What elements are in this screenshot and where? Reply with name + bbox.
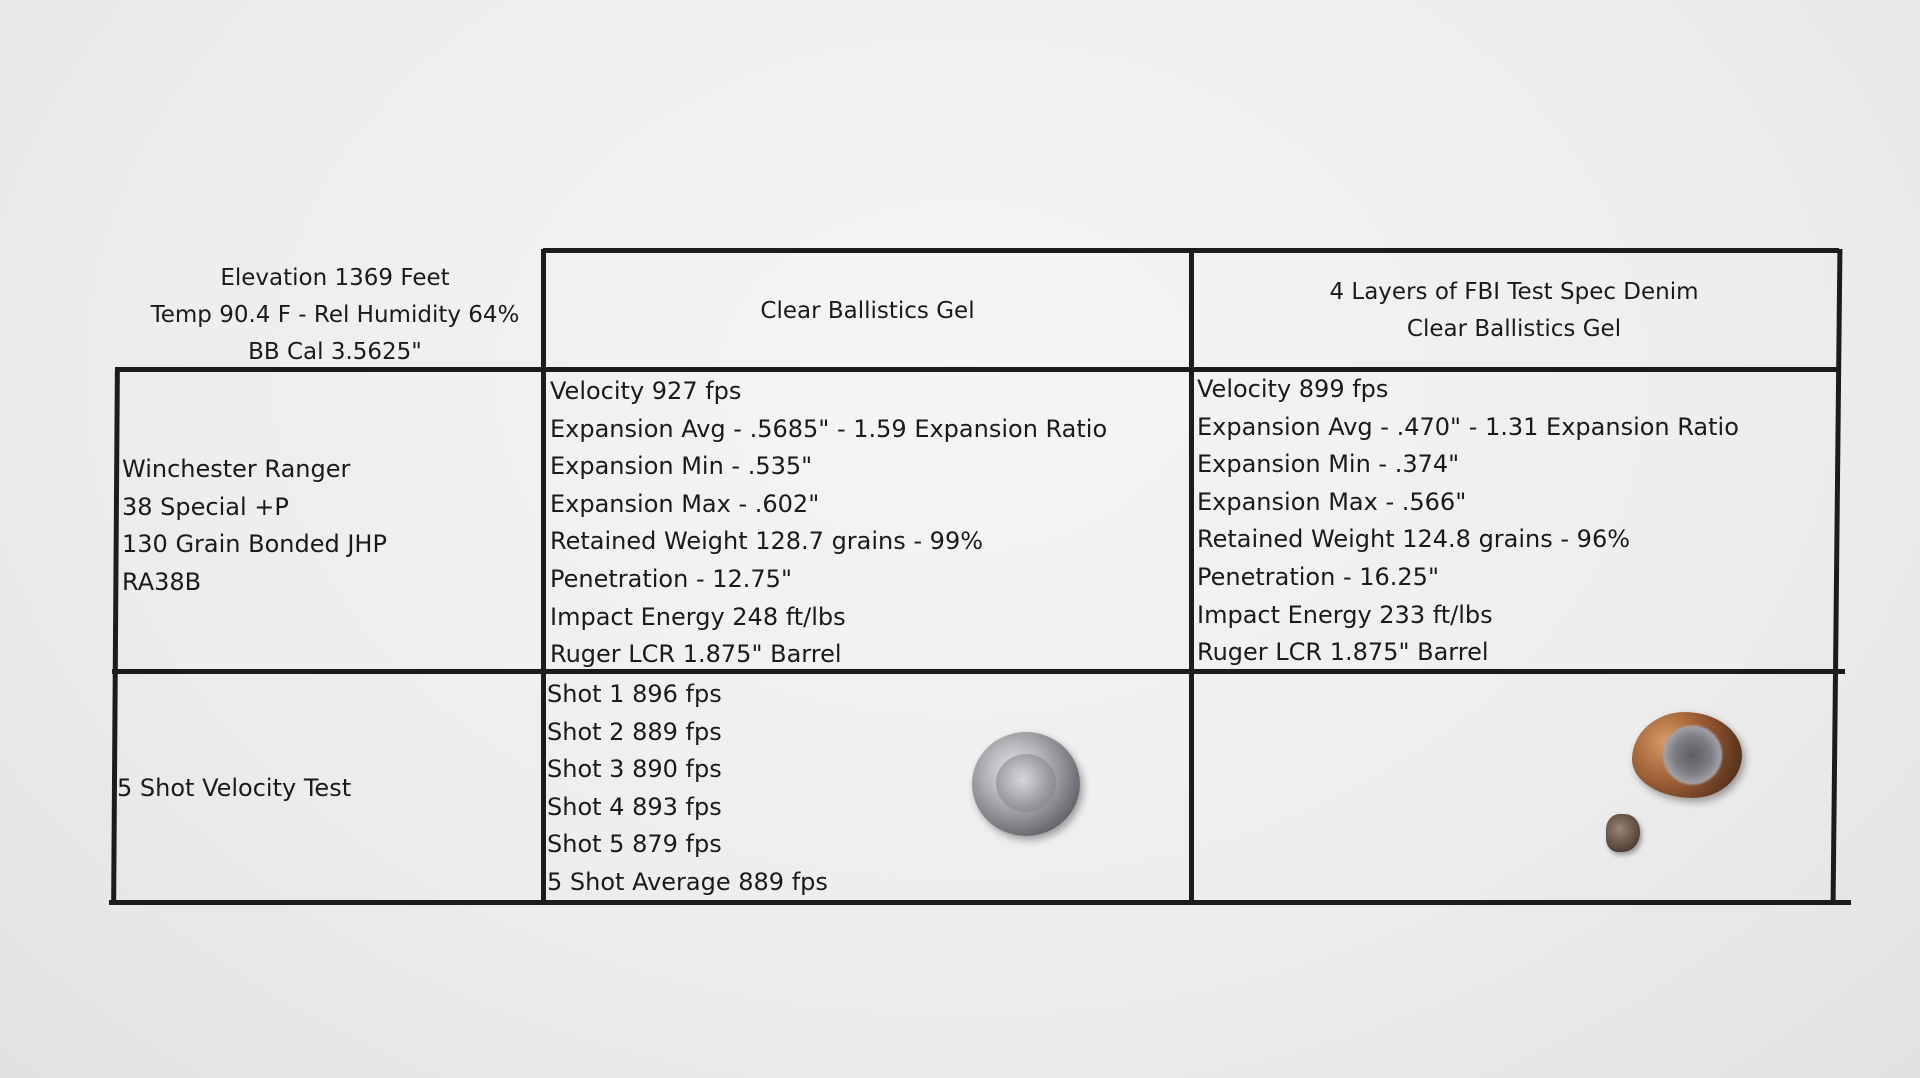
list-item: Ruger LCR 1.875" Barrel (550, 640, 842, 669)
recovered-bullet-gel (972, 732, 1080, 836)
table-line-left (111, 370, 120, 905)
list-item: Expansion Avg - .5685" - 1.59 Expansion Ratio (550, 414, 1108, 443)
list-item: Retained Weight 128.7 grains - 99% (550, 527, 984, 556)
list-item: 5 Shot Average 889 fps (547, 867, 828, 896)
recovered-bullet-denim (1632, 712, 1742, 798)
list-item: Shot 2 889 fps (547, 717, 722, 746)
list-item: Shot 5 879 fps (547, 830, 722, 859)
list-item: Velocity 927 fps (550, 377, 742, 405)
list-item: Expansion Max - .602" (550, 489, 820, 518)
elevation-text: Elevation 1369 Feet (220, 265, 450, 291)
column-header-denim: 4 Layers of FBI Test Spec Denim Clear Ballistics Gel (1329, 279, 1699, 342)
list-item: Impact Energy 233 ft/lbs (1197, 600, 1493, 629)
list-item: Expansion Avg - .470" - 1.31 Expansion Ratio (1197, 412, 1739, 441)
shot-list (547, 676, 828, 902)
temp-humidity-text: Temp 90.4 F - Rel Humidity 64% (150, 302, 520, 328)
list-item: Retained Weight 124.8 grains - 96% (1197, 525, 1631, 554)
list-item: Impact Energy 248 ft/lbs (550, 602, 846, 631)
list-item: Penetration - 12.75" (550, 564, 792, 593)
table-line-bottom (109, 900, 1851, 905)
test-conditions (140, 260, 530, 371)
list-item: Shot 3 890 fps (547, 755, 722, 784)
list-item: Ruger LCR 1.875" Barrel (1197, 638, 1489, 667)
bb-cal-text: BB Cal 3.5625" (248, 339, 422, 365)
bullet-fragment (1606, 814, 1640, 852)
ammo-description: Winchester Ranger 38 Special +P 130 Grain Bonded JHP RA38B (122, 455, 387, 596)
denim-results (1197, 371, 1739, 672)
list-item: Expansion Min - .374" (1197, 450, 1460, 479)
list-item: Expansion Min - .535" (550, 452, 813, 481)
column-header-gel: Clear Ballistics Gel (760, 298, 975, 324)
list-item: Velocity 899 fps (1197, 375, 1389, 403)
list-item: Shot 1 896 fps (547, 680, 722, 708)
table-line-col1 (541, 249, 546, 905)
velocity-test-label: 5 Shot Velocity Test (117, 774, 352, 802)
list-item: Shot 4 893 fps (547, 792, 722, 821)
list-item: Expansion Max - .566" (1197, 487, 1467, 516)
gel-results (550, 373, 1107, 674)
list-item: Penetration - 16.25" (1197, 562, 1439, 591)
